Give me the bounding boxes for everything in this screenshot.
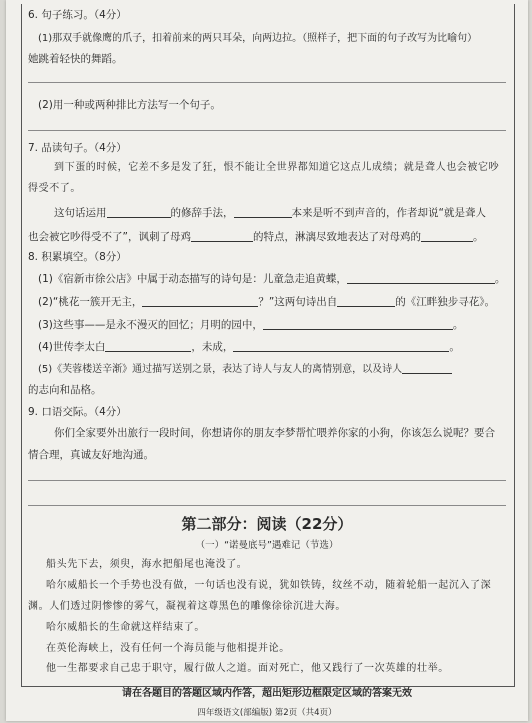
answer-line — [28, 505, 506, 506]
q8-title: 8. 积累填空。（8分） — [28, 251, 127, 263]
fill-blank[interactable] — [421, 230, 473, 242]
q8-text: (3)这些事——是永不漫灭的回忆；月明的园中， — [38, 319, 263, 331]
q8-text: (5)《芙蓉楼送辛渐》通过描写送别之景，表达了诗人与友人的离情别意，以及诗人 — [38, 364, 403, 375]
q8-text: (1)《宿新市徐公店》中属于动态描写的诗句是：儿童急走追黄蝶， — [38, 273, 347, 285]
q6-title: 6. 句子练习。（4分） — [28, 9, 127, 21]
q7-text: 也会被它吵得受不了”，讽刺了母鸡 — [28, 231, 191, 243]
q8-text: ，未成， — [191, 341, 234, 353]
q8-text: 的《江畔独步寻花》。 — [395, 296, 496, 308]
reading-paragraph: 哈尔威船长的生命就这样结束了。 — [46, 622, 205, 633]
q7-analysis-line1 — [54, 206, 486, 220]
q7-text: 本来是听不到声音的，作者却说“就是聋人 — [291, 207, 486, 219]
fill-blank[interactable] — [402, 362, 452, 374]
q6-part2: (2)用一种或两种排比方法写一个句子。 — [38, 99, 221, 111]
answer-line — [28, 82, 506, 83]
reading-paragraph: 哈尔威船长一个手势也没有做，一句话也没有说，犹如铁铸，纹丝不动，随着轮船一起沉入了深 — [46, 580, 492, 591]
part2-heading: 第二部分：阅读（22分） — [181, 515, 353, 533]
q8-item5-line1 — [38, 362, 452, 377]
q7-title: 7. 品读句子。（4分） — [28, 142, 127, 154]
page-info: 四年级语文(部编版) 第2页（共4页） — [197, 708, 337, 718]
q8-item4 — [38, 340, 460, 354]
q7-quote-line2: 得受不了。 — [28, 183, 81, 194]
q9-title: 9. 口语交际。（4分） — [28, 406, 127, 418]
q8-text: ？”这两句诗出自 — [258, 296, 338, 308]
reading-paragraph: 在英伦海峡上，没有任何一个海员能与他相提并论。 — [46, 643, 290, 654]
fill-blank[interactable] — [105, 340, 191, 352]
q8-item2 — [38, 295, 495, 309]
q9-line1: 你们全家要外出旅行一段时间，你想请你的朋友李梦帮忙喂养你家的小狗，你该怎么说呢？要合 — [54, 427, 495, 439]
q8-item3 — [38, 318, 463, 332]
reading-paragraph: 船头先下去，须臾，海水把船尾也淹没了。 — [46, 559, 248, 570]
q7-text: 这句话运用 — [54, 207, 107, 219]
q8-text: 。 — [449, 341, 460, 353]
q7-text: 的特点，淋漓尽致地表达了对母鸡的 — [252, 231, 421, 243]
q7-text: 。 — [472, 231, 484, 243]
fill-blank[interactable] — [234, 206, 292, 218]
q6-part1-line2: 她跳着轻快的舞蹈。 — [28, 53, 123, 65]
answer-area-warning: 请在各题目的答题区域内作答，超出矩形边框限定区域的答案无效 — [122, 688, 412, 699]
part2-subheading: （一）“诺曼底号”遇难记（节选） — [195, 540, 339, 551]
q8-item1 — [38, 272, 505, 286]
fill-blank[interactable] — [142, 295, 258, 307]
q7-quote-line1: 到下蛋的时候，它差不多是发了狂，恨不能让全世界都知道它这点儿成绩；就是聋人也会被它吵 — [54, 162, 500, 173]
q7-text: 的修辞手法， — [170, 207, 234, 219]
q9-line2: 情合理，真诚友好地沟通。 — [28, 449, 154, 461]
reading-paragraph: 他一生都要求自己忠于职守，履行做人之道。面对死亡，他又践行了一次英雄的壮举。 — [46, 663, 449, 674]
answer-line — [28, 130, 506, 131]
fill-blank[interactable] — [263, 318, 453, 330]
q8-text: 。 — [494, 273, 506, 285]
q6-part1-line1: (1)那双手就像鹰的爪子，扣着前来的两只耳朵，向两边拉。（照样子，把下面的句子改写为比喻句） — [38, 33, 478, 44]
exam-page — [6, 0, 528, 721]
fill-blank[interactable] — [347, 272, 495, 284]
q8-text: (2)“桃花一簇开无主， — [38, 296, 143, 308]
fill-blank[interactable] — [233, 340, 449, 352]
reading-paragraph: 渊。人们透过阴惨惨的雾气，凝视着这尊黑色的雕像徐徐沉进大海。 — [28, 601, 346, 612]
fill-blank[interactable] — [191, 230, 253, 242]
answer-line — [28, 480, 506, 481]
q8-text: 。 — [452, 319, 464, 331]
q7-analysis-line2 — [28, 230, 483, 244]
fill-blank[interactable] — [337, 295, 395, 307]
fill-blank[interactable] — [107, 206, 171, 218]
q8-text: (4)世传李太白 — [38, 341, 106, 353]
q8-item5-line2: 的志向和品格。 — [28, 384, 102, 396]
